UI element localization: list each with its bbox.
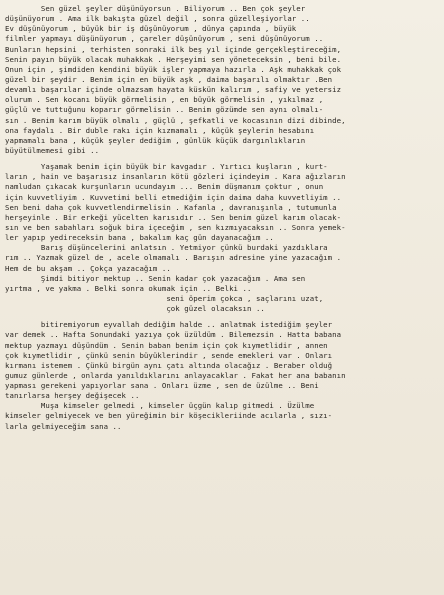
- typed-line: Senin payın büyük olacak muhakkak . Herşeyimi sen yöneteceksin , beni bile.: [5, 54, 342, 64]
- typed-line: Hem de bu akşam .. Çokça yazacağım ..: [5, 263, 171, 273]
- typed-line: çok kıymetlidir , çünkü senin büyüklerindir , sende emekleri var . Onları: [5, 350, 333, 360]
- typed-line: larla gelmiyeceğim sana ..: [5, 421, 122, 431]
- typed-line: bitiremiyorum eyvallah dediğim halde .. anlatmak istediğim şeyler: [5, 320, 333, 330]
- typed-line: ona faydalı . Bir duble rakı için kızmamalı , küçük şeylerin hesabını: [5, 125, 315, 135]
- typed-line: yırtma , ve yakma . Belki sonra okumak için .. Belki ..: [5, 283, 252, 293]
- typed-line: Bunların hepsini , terhisten sonraki ilk beş yıl içinde gerçekleştireceğim,: [5, 44, 342, 54]
- typed-line: filmler yapmayı düşünüyorum , çareler düşünüyorum , seni düşünüyorum ..: [5, 34, 324, 44]
- typed-line: kimseler gelmiyecek ve ben yüreğimin bir köşecikleriinde acılarla , sızı-: [5, 411, 333, 421]
- typed-line: büyütülmemesi gibi ..: [5, 145, 100, 155]
- paragraph-ambitions: [5, 4, 442, 156]
- typed-line: düşünüyorum . Ama ilk bakışta güzel değil , sonra güzelleşiyorlar ..: [5, 14, 310, 24]
- postscript: [5, 320, 442, 432]
- typed-line: Muşa kimseler gelmedi , kimseler üçgün kalıp gitmedi . Üzülme: [5, 401, 315, 411]
- signoff: [5, 294, 442, 314]
- typed-line: tanırlarsa herşey değişecek ..: [5, 391, 140, 401]
- typed-line: yapmamalı bana , küçük şeyler dediğim , günlük küçük dargınlıkların: [5, 135, 306, 145]
- typed-line: devamlı başarılar içinde olmazsam hayata küskün kalırım , safiy ve yetersiz: [5, 85, 342, 95]
- typed-line: sın . Benim karım büyük olmalı , güçlü , şefkatli ve kocasının dizi dibinde,: [5, 115, 346, 125]
- typed-line: kırmanı istemem . Çünkü birgün aynı çatı altında olacağız . Beraber olduğ: [5, 360, 333, 370]
- typed-line: ların , hain ve başarısız insanların kötü gözleri içindeyim . Kara ağızların: [5, 172, 346, 182]
- typed-line: mektup yazmayı düşündüm . Senin baban benim için çok kıymetlidir , annen: [5, 340, 328, 350]
- typed-line: güzel bir şeydir . Benim için en büyük aşk , daima başarılı olmaktır .Ben: [5, 74, 333, 84]
- paragraph-struggle: [5, 162, 442, 243]
- typed-line: Şimdi bitiyor mektup .. Senin kadar çok yazacağım . Ama sen: [5, 273, 306, 283]
- paragraph-baris: [5, 243, 442, 273]
- typed-line: olurum . Sen kocanı büyük görmelisin , en büyük görmelisin , yıkılmaz ,: [5, 95, 324, 105]
- typed-line: var demek .. Hafta Sonundaki yazıya çok üzüldüm . Bilemezsin . Hatta babana: [5, 330, 342, 340]
- typed-line: herşeyinle . Bir erkeği yücelten karısıdır .. Sen benim güzel karım olacak-: [5, 212, 342, 222]
- typed-line: namludan çıkacak kurşunların ucundayım ... Benim düşmanım çoktur , onun: [5, 182, 324, 192]
- typed-line: rım .. Yazmak güzel de , acele olmamalı . Barışın adresine yine yazacağım .: [5, 253, 342, 263]
- typed-line: ler yapıp yedireceksin bana , bakalım kaç gün dayanacağım ..: [5, 233, 274, 243]
- typed-line: yapması gerekeni yapıyorlar sana . Onları üzme , sen de üzülme .. Beni: [5, 381, 319, 391]
- typed-line: Ev düşünüyorum , büyük bir iş düşünüyorum , dünya çapında , büyük: [5, 24, 297, 34]
- typed-line: sın ve ben sabahları soğuk bira içeceğim , sen kızmıyacaksın .. Sonra yemek-: [5, 222, 346, 232]
- typed-line: güçlü ve tuttuğunu koparır görmelisin .. Benim gözümde sen aynı olmalı-: [5, 105, 324, 115]
- typed-line: Onun için , şimdiden kendini büyük işler yapmaya hazırla . Aşk muhakkak çok: [5, 64, 342, 74]
- typed-line: gumuz günlerde , onlarda yanıldıklarını anlayacaklar . Fakat her ana babanın: [5, 370, 346, 380]
- typed-line: Barış düşüncelerini anlatsın . Yetmiyor çünkü burdaki yazdıklara: [5, 243, 328, 253]
- typed-line: için kuvvetliyim . Kuvvetimi belli etmediğim için daima daha kuvvetliyim ..: [5, 192, 342, 202]
- paragraph-closing: [5, 274, 442, 294]
- typed-line: seni öperim çokca , saçlarını uzat,: [5, 293, 324, 303]
- typed-line: Sen beni daha çok kuvvetlendirmelisin . Kafanla , davranışınla , tutumunla: [5, 202, 337, 212]
- typed-line: çok güzel olacaksın ..: [5, 304, 265, 314]
- typed-line: Yaşamak benim için büyük bir kavgadır . Yırtıcı kuşların , kurt-: [5, 162, 328, 172]
- typed-line: Sen güzel şeyler düşünüyorsun . Biliyorum .. Ben çok şeyler: [5, 4, 306, 13]
